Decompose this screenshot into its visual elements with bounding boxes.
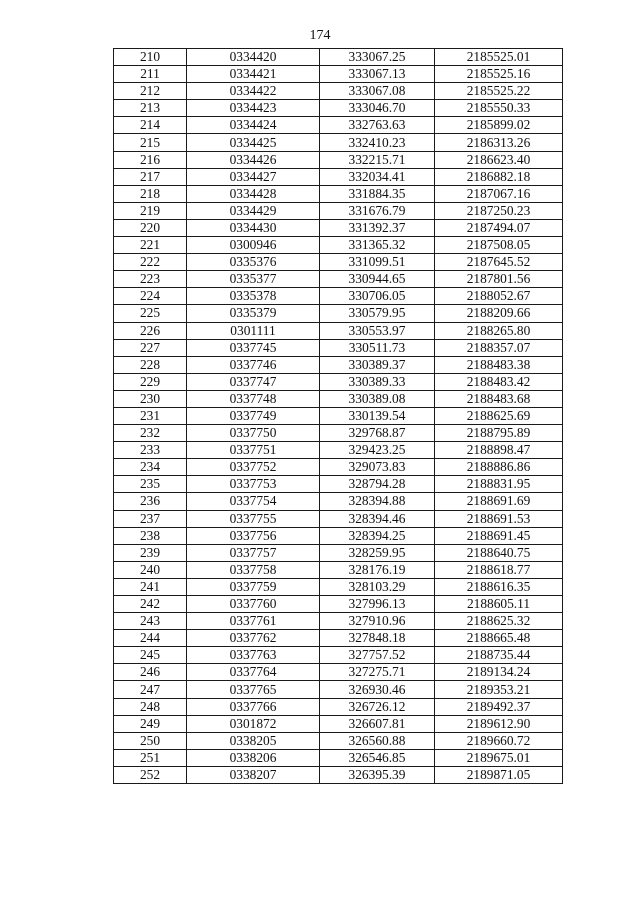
point-id-cell: 0337754 bbox=[187, 493, 320, 510]
row-index-cell: 211 bbox=[114, 66, 187, 83]
row-index-cell: 226 bbox=[114, 322, 187, 339]
row-index-cell: 251 bbox=[114, 749, 187, 766]
x-coordinate-cell: 330553.97 bbox=[320, 322, 435, 339]
row-index-cell: 223 bbox=[114, 271, 187, 288]
point-id-cell: 0335379 bbox=[187, 305, 320, 322]
y-coordinate-cell: 2187067.16 bbox=[435, 185, 563, 202]
y-coordinate-cell: 2187801.56 bbox=[435, 271, 563, 288]
table-row bbox=[114, 356, 563, 373]
table-row bbox=[114, 681, 563, 698]
row-index-cell: 252 bbox=[114, 766, 187, 783]
x-coordinate-cell: 330389.33 bbox=[320, 373, 435, 390]
x-coordinate-cell: 328259.95 bbox=[320, 544, 435, 561]
table-row bbox=[114, 476, 563, 493]
table-row bbox=[114, 561, 563, 578]
x-coordinate-cell: 326726.12 bbox=[320, 698, 435, 715]
point-id-cell: 0335378 bbox=[187, 288, 320, 305]
y-coordinate-cell: 2188795.89 bbox=[435, 425, 563, 442]
point-id-cell: 0337749 bbox=[187, 407, 320, 424]
row-index-cell: 248 bbox=[114, 698, 187, 715]
row-index-cell: 247 bbox=[114, 681, 187, 698]
row-index-cell: 243 bbox=[114, 613, 187, 630]
x-coordinate-cell: 329073.83 bbox=[320, 459, 435, 476]
coordinates-table-body bbox=[114, 49, 563, 784]
point-id-cell: 0337758 bbox=[187, 561, 320, 578]
table-row bbox=[114, 459, 563, 476]
row-index-cell: 228 bbox=[114, 356, 187, 373]
table-row bbox=[114, 134, 563, 151]
coordinates-table bbox=[113, 48, 563, 784]
table-row bbox=[114, 117, 563, 134]
y-coordinate-cell: 2188209.66 bbox=[435, 305, 563, 322]
table-row bbox=[114, 664, 563, 681]
point-id-cell: 0337764 bbox=[187, 664, 320, 681]
x-coordinate-cell: 328794.28 bbox=[320, 476, 435, 493]
x-coordinate-cell: 333046.70 bbox=[320, 100, 435, 117]
row-index-cell: 224 bbox=[114, 288, 187, 305]
table-row bbox=[114, 613, 563, 630]
y-coordinate-cell: 2185525.01 bbox=[435, 49, 563, 66]
y-coordinate-cell: 2186623.40 bbox=[435, 151, 563, 168]
x-coordinate-cell: 327757.52 bbox=[320, 647, 435, 664]
y-coordinate-cell: 2188886.86 bbox=[435, 459, 563, 476]
row-index-cell: 237 bbox=[114, 510, 187, 527]
row-index-cell: 250 bbox=[114, 732, 187, 749]
y-coordinate-cell: 2188605.11 bbox=[435, 596, 563, 613]
table-row bbox=[114, 185, 563, 202]
table-row bbox=[114, 749, 563, 766]
x-coordinate-cell: 331099.51 bbox=[320, 254, 435, 271]
y-coordinate-cell: 2187250.23 bbox=[435, 202, 563, 219]
y-coordinate-cell: 2188265.80 bbox=[435, 322, 563, 339]
table-row bbox=[114, 493, 563, 510]
table-row bbox=[114, 151, 563, 168]
y-coordinate-cell: 2189660.72 bbox=[435, 732, 563, 749]
point-id-cell: 0338207 bbox=[187, 766, 320, 783]
table-row bbox=[114, 288, 563, 305]
row-index-cell: 236 bbox=[114, 493, 187, 510]
row-index-cell: 210 bbox=[114, 49, 187, 66]
x-coordinate-cell: 333067.08 bbox=[320, 83, 435, 100]
row-index-cell: 229 bbox=[114, 373, 187, 390]
table-row bbox=[114, 647, 563, 664]
row-index-cell: 215 bbox=[114, 134, 187, 151]
y-coordinate-cell: 2189353.21 bbox=[435, 681, 563, 698]
x-coordinate-cell: 332034.41 bbox=[320, 168, 435, 185]
y-coordinate-cell: 2187645.52 bbox=[435, 254, 563, 271]
x-coordinate-cell: 327848.18 bbox=[320, 630, 435, 647]
point-id-cell: 0337756 bbox=[187, 527, 320, 544]
row-index-cell: 227 bbox=[114, 339, 187, 356]
x-coordinate-cell: 330579.95 bbox=[320, 305, 435, 322]
x-coordinate-cell: 328394.46 bbox=[320, 510, 435, 527]
table-row bbox=[114, 66, 563, 83]
table-row bbox=[114, 271, 563, 288]
y-coordinate-cell: 2187494.07 bbox=[435, 219, 563, 236]
row-index-cell: 216 bbox=[114, 151, 187, 168]
point-id-cell: 0300946 bbox=[187, 237, 320, 254]
point-id-cell: 0337751 bbox=[187, 442, 320, 459]
point-id-cell: 0334421 bbox=[187, 66, 320, 83]
x-coordinate-cell: 333067.13 bbox=[320, 66, 435, 83]
point-id-cell: 0301872 bbox=[187, 715, 320, 732]
row-index-cell: 244 bbox=[114, 630, 187, 647]
table-row bbox=[114, 373, 563, 390]
table-row bbox=[114, 732, 563, 749]
y-coordinate-cell: 2188483.42 bbox=[435, 373, 563, 390]
table-row bbox=[114, 83, 563, 100]
x-coordinate-cell: 326930.46 bbox=[320, 681, 435, 698]
row-index-cell: 240 bbox=[114, 561, 187, 578]
y-coordinate-cell: 2188691.53 bbox=[435, 510, 563, 527]
point-id-cell: 0337760 bbox=[187, 596, 320, 613]
table-row bbox=[114, 390, 563, 407]
row-index-cell: 222 bbox=[114, 254, 187, 271]
x-coordinate-cell: 330706.05 bbox=[320, 288, 435, 305]
point-id-cell: 0334422 bbox=[187, 83, 320, 100]
x-coordinate-cell: 332215.71 bbox=[320, 151, 435, 168]
row-index-cell: 230 bbox=[114, 390, 187, 407]
table-row bbox=[114, 510, 563, 527]
point-id-cell: 0337747 bbox=[187, 373, 320, 390]
point-id-cell: 0334425 bbox=[187, 134, 320, 151]
point-id-cell: 0334423 bbox=[187, 100, 320, 117]
row-index-cell: 249 bbox=[114, 715, 187, 732]
point-id-cell: 0338206 bbox=[187, 749, 320, 766]
row-index-cell: 241 bbox=[114, 578, 187, 595]
point-id-cell: 0337753 bbox=[187, 476, 320, 493]
row-index-cell: 235 bbox=[114, 476, 187, 493]
y-coordinate-cell: 2186313.26 bbox=[435, 134, 563, 151]
y-coordinate-cell: 2188483.38 bbox=[435, 356, 563, 373]
y-coordinate-cell: 2189134.24 bbox=[435, 664, 563, 681]
y-coordinate-cell: 2185899.02 bbox=[435, 117, 563, 134]
y-coordinate-cell: 2188357.07 bbox=[435, 339, 563, 356]
row-index-cell: 218 bbox=[114, 185, 187, 202]
point-id-cell: 0337750 bbox=[187, 425, 320, 442]
y-coordinate-cell: 2188625.32 bbox=[435, 613, 563, 630]
point-id-cell: 0337757 bbox=[187, 544, 320, 561]
point-id-cell: 0337761 bbox=[187, 613, 320, 630]
point-id-cell: 0334430 bbox=[187, 219, 320, 236]
point-id-cell: 0337766 bbox=[187, 698, 320, 715]
x-coordinate-cell: 330389.37 bbox=[320, 356, 435, 373]
y-coordinate-cell: 2189871.05 bbox=[435, 766, 563, 783]
point-id-cell: 0337763 bbox=[187, 647, 320, 664]
point-id-cell: 0334427 bbox=[187, 168, 320, 185]
x-coordinate-cell: 331365.32 bbox=[320, 237, 435, 254]
x-coordinate-cell: 328176.19 bbox=[320, 561, 435, 578]
row-index-cell: 238 bbox=[114, 527, 187, 544]
x-coordinate-cell: 328103.29 bbox=[320, 578, 435, 595]
point-id-cell: 0335377 bbox=[187, 271, 320, 288]
row-index-cell: 234 bbox=[114, 459, 187, 476]
point-id-cell: 0334429 bbox=[187, 202, 320, 219]
y-coordinate-cell: 2188898.47 bbox=[435, 442, 563, 459]
table-row bbox=[114, 219, 563, 236]
y-coordinate-cell: 2186882.18 bbox=[435, 168, 563, 185]
point-id-cell: 0337755 bbox=[187, 510, 320, 527]
y-coordinate-cell: 2188616.35 bbox=[435, 578, 563, 595]
row-index-cell: 212 bbox=[114, 83, 187, 100]
row-index-cell: 233 bbox=[114, 442, 187, 459]
point-id-cell: 0334420 bbox=[187, 49, 320, 66]
point-id-cell: 0334428 bbox=[187, 185, 320, 202]
table-row bbox=[114, 425, 563, 442]
y-coordinate-cell: 2188665.48 bbox=[435, 630, 563, 647]
y-coordinate-cell: 2188831.95 bbox=[435, 476, 563, 493]
row-index-cell: 213 bbox=[114, 100, 187, 117]
row-index-cell: 239 bbox=[114, 544, 187, 561]
row-index-cell: 242 bbox=[114, 596, 187, 613]
y-coordinate-cell: 2188640.75 bbox=[435, 544, 563, 561]
point-id-cell: 0337745 bbox=[187, 339, 320, 356]
point-id-cell: 0338205 bbox=[187, 732, 320, 749]
y-coordinate-cell: 2189492.37 bbox=[435, 698, 563, 715]
point-id-cell: 0334424 bbox=[187, 117, 320, 134]
table-row bbox=[114, 544, 563, 561]
table-row bbox=[114, 237, 563, 254]
point-id-cell: 0337759 bbox=[187, 578, 320, 595]
row-index-cell: 214 bbox=[114, 117, 187, 134]
table-row bbox=[114, 100, 563, 117]
x-coordinate-cell: 330511.73 bbox=[320, 339, 435, 356]
y-coordinate-cell: 2188483.68 bbox=[435, 390, 563, 407]
y-coordinate-cell: 2187508.05 bbox=[435, 237, 563, 254]
y-coordinate-cell: 2188618.77 bbox=[435, 561, 563, 578]
table-row bbox=[114, 49, 563, 66]
table-row bbox=[114, 578, 563, 595]
y-coordinate-cell: 2185525.22 bbox=[435, 83, 563, 100]
x-coordinate-cell: 326560.88 bbox=[320, 732, 435, 749]
x-coordinate-cell: 331884.35 bbox=[320, 185, 435, 202]
x-coordinate-cell: 328394.88 bbox=[320, 493, 435, 510]
table-row bbox=[114, 630, 563, 647]
row-index-cell: 245 bbox=[114, 647, 187, 664]
x-coordinate-cell: 332410.23 bbox=[320, 134, 435, 151]
x-coordinate-cell: 327996.13 bbox=[320, 596, 435, 613]
point-id-cell: 0337746 bbox=[187, 356, 320, 373]
x-coordinate-cell: 326607.81 bbox=[320, 715, 435, 732]
x-coordinate-cell: 330389.08 bbox=[320, 390, 435, 407]
y-coordinate-cell: 2188691.69 bbox=[435, 493, 563, 510]
point-id-cell: 0337765 bbox=[187, 681, 320, 698]
table-row bbox=[114, 715, 563, 732]
page-number: 174 bbox=[309, 28, 331, 43]
y-coordinate-cell: 2189675.01 bbox=[435, 749, 563, 766]
table-row bbox=[114, 168, 563, 185]
x-coordinate-cell: 327275.71 bbox=[320, 664, 435, 681]
table-row bbox=[114, 305, 563, 322]
table-row bbox=[114, 596, 563, 613]
y-coordinate-cell: 2185525.16 bbox=[435, 66, 563, 83]
x-coordinate-cell: 329768.87 bbox=[320, 425, 435, 442]
row-index-cell: 220 bbox=[114, 219, 187, 236]
point-id-cell: 0337762 bbox=[187, 630, 320, 647]
table-row bbox=[114, 442, 563, 459]
y-coordinate-cell: 2188691.45 bbox=[435, 527, 563, 544]
x-coordinate-cell: 330139.54 bbox=[320, 407, 435, 424]
row-index-cell: 219 bbox=[114, 202, 187, 219]
point-id-cell: 0337752 bbox=[187, 459, 320, 476]
table-row bbox=[114, 322, 563, 339]
point-id-cell: 0335376 bbox=[187, 254, 320, 271]
table-row bbox=[114, 254, 563, 271]
x-coordinate-cell: 328394.25 bbox=[320, 527, 435, 544]
x-coordinate-cell: 331392.37 bbox=[320, 219, 435, 236]
table-row bbox=[114, 527, 563, 544]
x-coordinate-cell: 331676.79 bbox=[320, 202, 435, 219]
x-coordinate-cell: 329423.25 bbox=[320, 442, 435, 459]
x-coordinate-cell: 326546.85 bbox=[320, 749, 435, 766]
table-row bbox=[114, 339, 563, 356]
x-coordinate-cell: 326395.39 bbox=[320, 766, 435, 783]
x-coordinate-cell: 330944.65 bbox=[320, 271, 435, 288]
table-row bbox=[114, 698, 563, 715]
x-coordinate-cell: 332763.63 bbox=[320, 117, 435, 134]
y-coordinate-cell: 2188735.44 bbox=[435, 647, 563, 664]
y-coordinate-cell: 2188052.67 bbox=[435, 288, 563, 305]
row-index-cell: 231 bbox=[114, 407, 187, 424]
row-index-cell: 225 bbox=[114, 305, 187, 322]
y-coordinate-cell: 2188625.69 bbox=[435, 407, 563, 424]
y-coordinate-cell: 2189612.90 bbox=[435, 715, 563, 732]
x-coordinate-cell: 327910.96 bbox=[320, 613, 435, 630]
table-row bbox=[114, 766, 563, 783]
point-id-cell: 0337748 bbox=[187, 390, 320, 407]
y-coordinate-cell: 2185550.33 bbox=[435, 100, 563, 117]
row-index-cell: 232 bbox=[114, 425, 187, 442]
row-index-cell: 217 bbox=[114, 168, 187, 185]
point-id-cell: 0334426 bbox=[187, 151, 320, 168]
table-row bbox=[114, 407, 563, 424]
table-row bbox=[114, 202, 563, 219]
point-id-cell: 0301111 bbox=[187, 322, 320, 339]
row-index-cell: 221 bbox=[114, 237, 187, 254]
row-index-cell: 246 bbox=[114, 664, 187, 681]
x-coordinate-cell: 333067.25 bbox=[320, 49, 435, 66]
